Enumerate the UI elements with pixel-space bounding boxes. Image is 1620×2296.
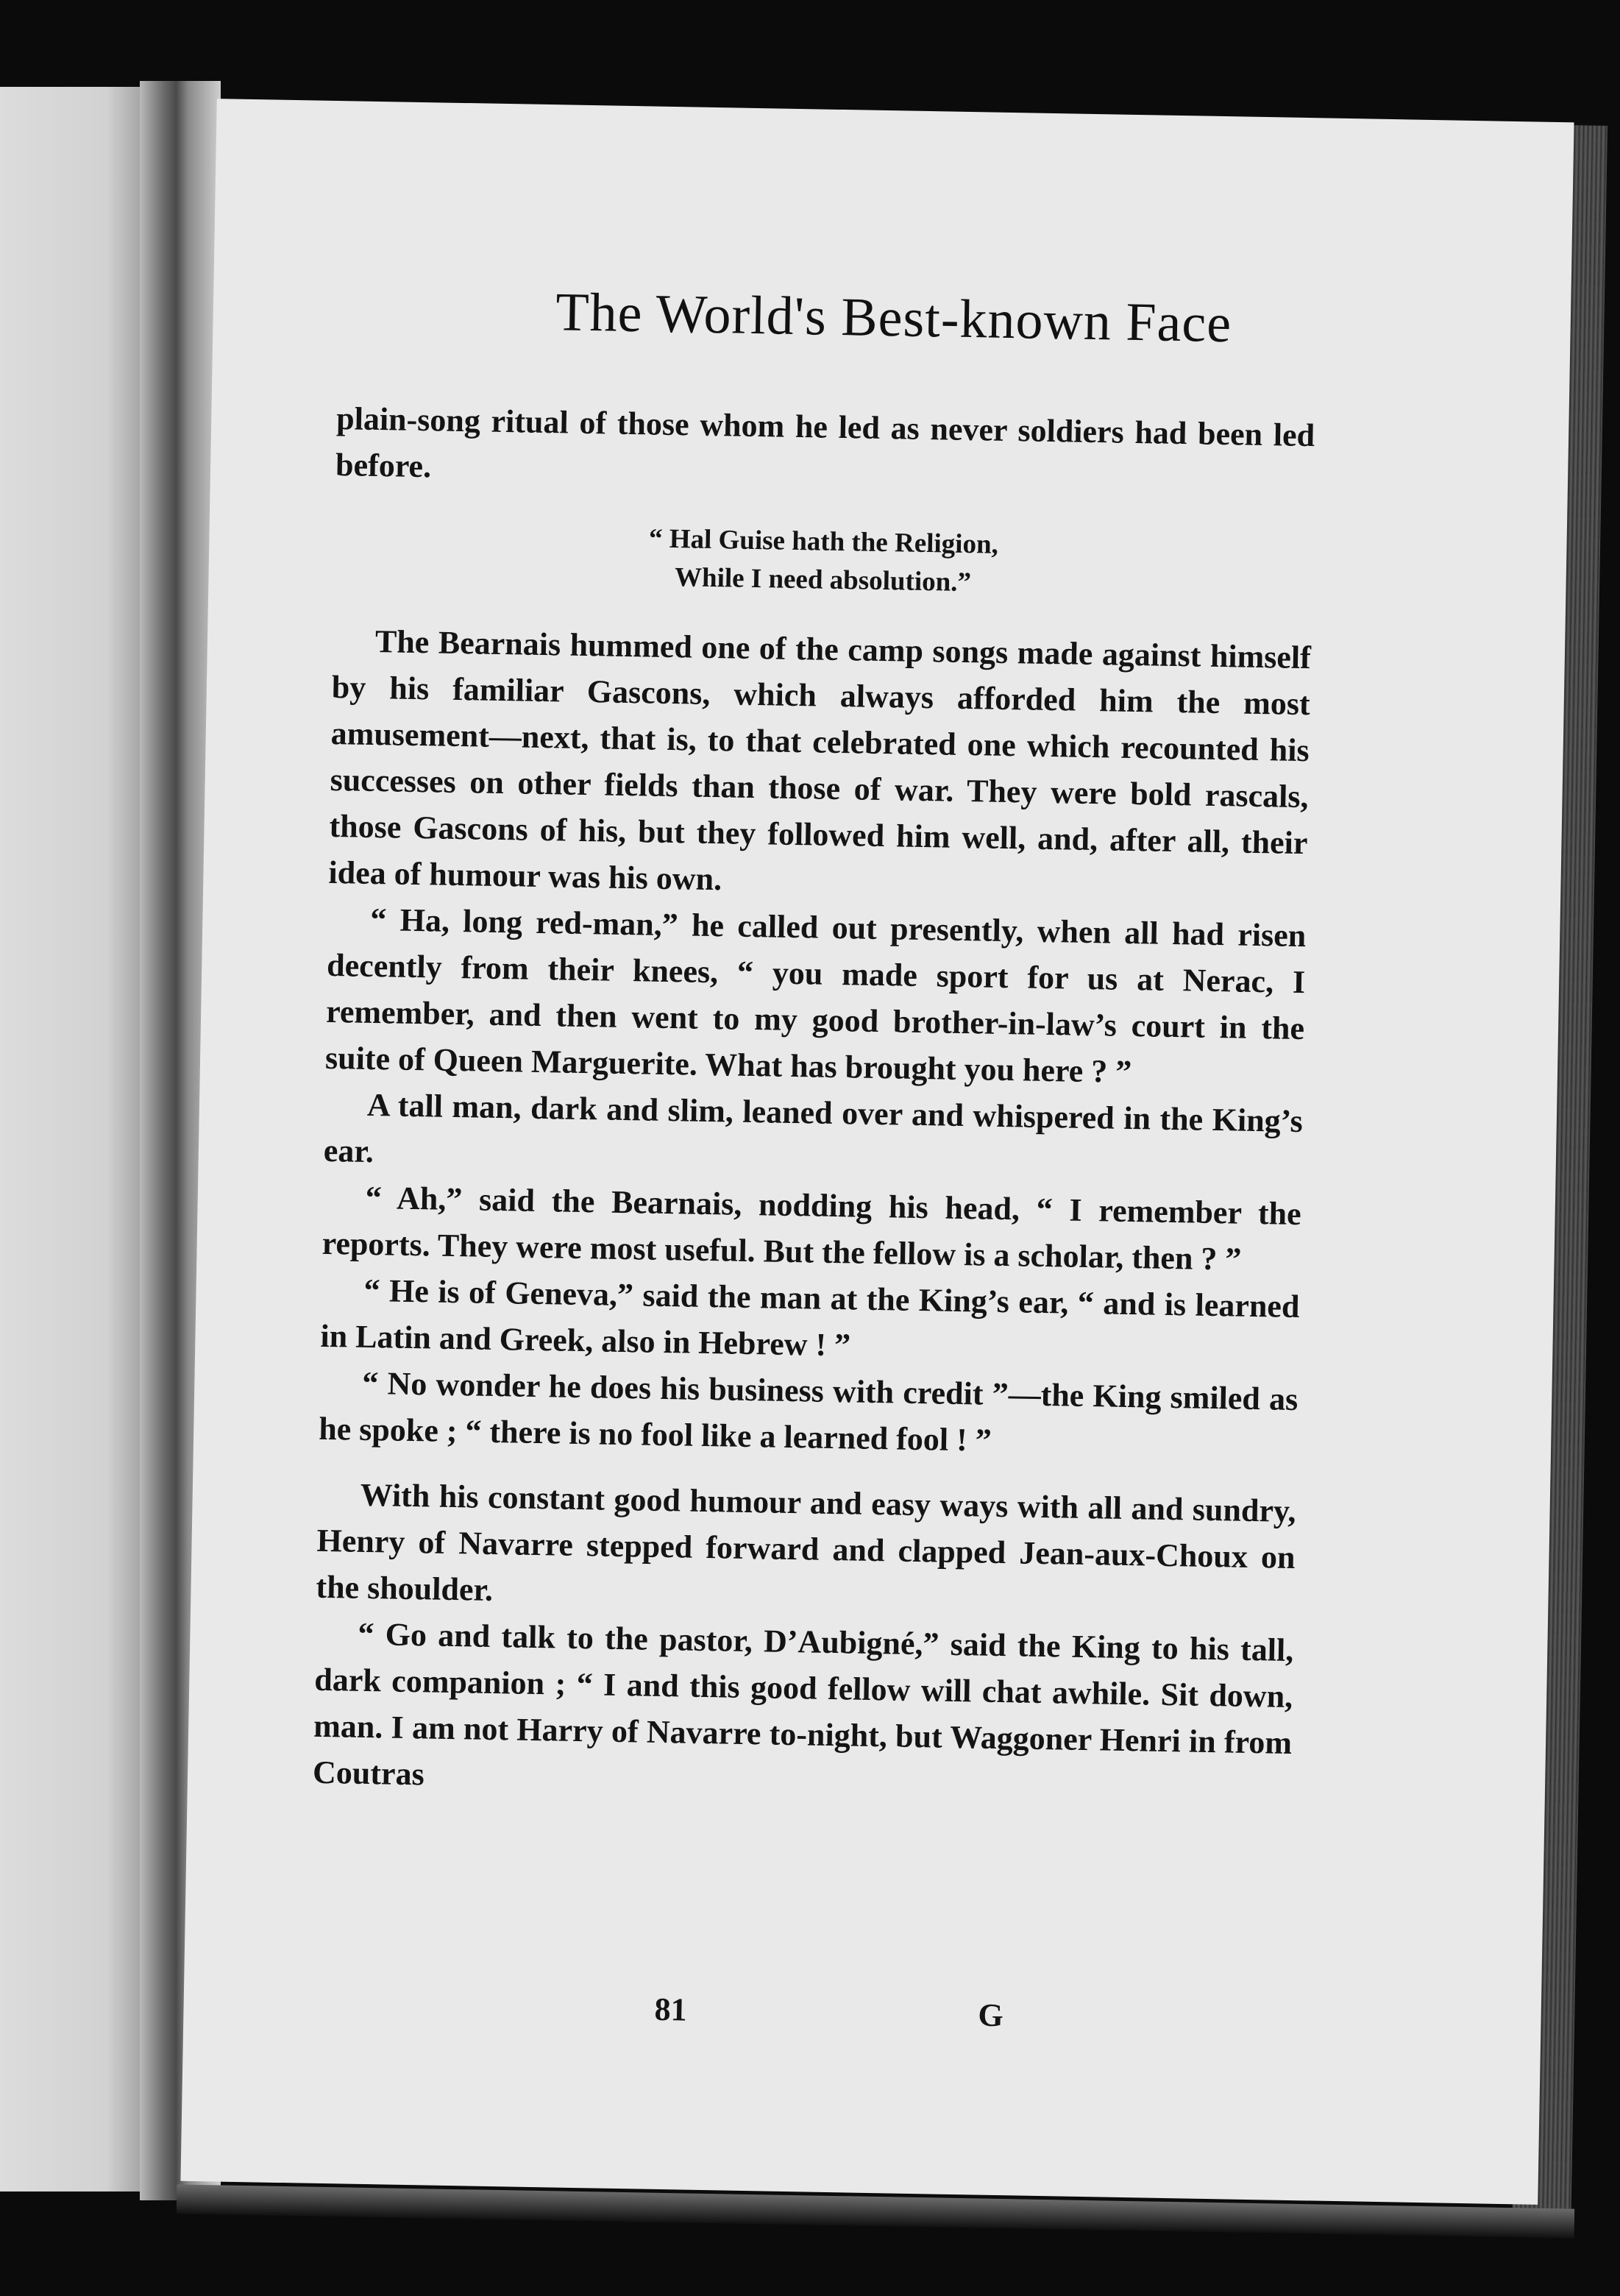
paragraph: “ Ha, long red-man,” he called out presently, when all had risen decently from their knees, “ you made sport for us at Nerac, I remember, and then went to my good brother-in-law’s court in the suite of Queen Marguerite. What has brought you here ? ” <box>324 901 1307 1091</box>
verse-line: “ Hal Guise hath the Religion, <box>648 523 999 560</box>
running-head: The World's Best-known Face <box>555 282 1232 355</box>
paragraph: plain-song ritual of those whom he led as never soldiers had been led before. <box>335 400 1315 485</box>
paragraph: “ Ah,” said the Bearnais, nodding his head, “ I remember the reports. They were most useful. But the fellow is a scholar, then ? ” <box>321 1179 1302 1278</box>
verse-line: While I need absolution.” <box>674 562 972 598</box>
verse-quotation <box>333 514 1313 608</box>
text-block <box>313 395 1315 1813</box>
signature-mark: G <box>978 1996 1004 2034</box>
paragraph: A tall man, dark and slim, leaned over and whispered in the King’s ear. <box>323 1086 1304 1170</box>
paragraph: The Bearnais hummed one of the camp songs made against himself by his familiar Gascons, which always afforded him the most amusement—next, that is, to that celebrated one which recounted his successes on other fields than those of war. They were bold rascals, those Gascons of his, but they followed him well, and, after all, their idea of humour was his own. <box>328 623 1312 898</box>
page-number: 81 <box>654 1991 688 2028</box>
book-page <box>180 99 1574 2205</box>
paragraph: “ He is of Geneva,” said the man at the King’s ear, “ and is learned in Latin and Greek, also in Hebrew ! ” <box>320 1272 1300 1364</box>
paragraph: “ No wonder he does his business with credit ”—the King smiled as he spoke ; “ there is no fool like a learned fool ! ” <box>318 1364 1299 1459</box>
paragraph: With his constant good humour and easy ways with all and sundry, Henry of Navarre stepped forward and clapped Jean-aux-Choux on the shoulder. <box>316 1476 1296 1608</box>
paragraph: “ Go and talk to the pastor, D’Aubigné,” said the King to his tall, dark companion ; “ I and this good fellow will chat awhile. Sit down, man. I am not Harry of Navarre to-night, but Waggoner Henri in from Coutras <box>312 1615 1294 1793</box>
